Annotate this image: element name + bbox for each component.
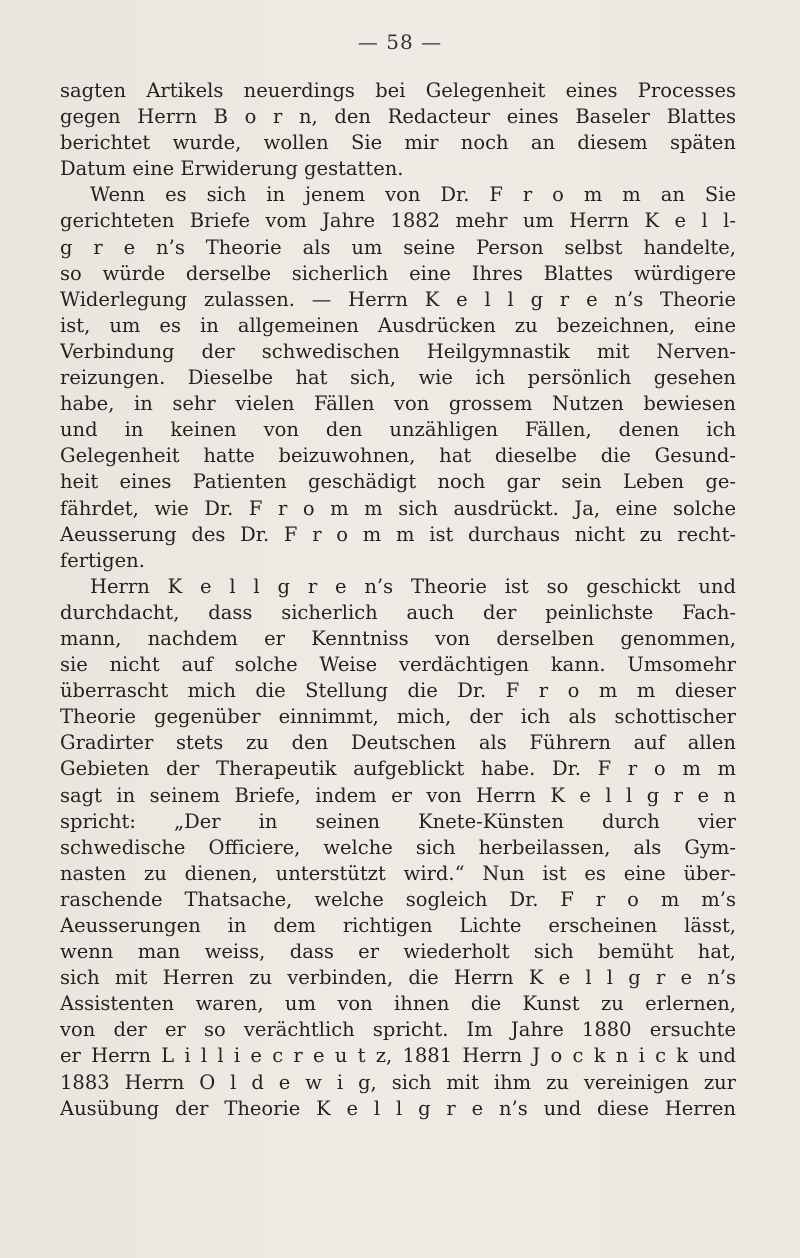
- text-line: überrascht mich die Stellung die Dr. F r o m m dieser: [60, 679, 736, 703]
- text-line: von der er so verächtlich spricht. Im Jahre 1880 ersuchte: [60, 1018, 736, 1042]
- body-text: [60, 78, 736, 1122]
- text-line: raschende Thatsache, welche sogleich Dr. F r o m m’s: [60, 887, 736, 911]
- text-line: ist, um es in allgemeinen Ausdrücken zu bezeichnen, eine: [60, 313, 736, 337]
- text-line: Assistenten waren, um von ihnen die Kunst zu erlernen,: [60, 992, 736, 1016]
- text-line: Herrn K e l l g r e n’s Theorie ist so geschickt und: [90, 574, 736, 598]
- text-line: 1883 Herrn O l d e w i g, sich mit ihm zu vereinigen zur: [60, 1070, 736, 1094]
- text-line: sie nicht auf solche Weise verdächtigen kann. Umsomehr: [60, 653, 736, 677]
- text-line: sagt in seinem Briefe, indem er von Herrn K e l l g r e n: [60, 783, 736, 807]
- text-line: g r e n’s Theorie als um seine Person selbst handelte,: [60, 235, 736, 259]
- text-line: durchdacht, dass sicherlich auch der peinlichste Fach-: [60, 600, 736, 624]
- text-line: fertigen.: [60, 548, 145, 572]
- text-line: mann, nachdem er Kenntniss von derselben genommen,: [60, 626, 736, 650]
- text-line: gerichteten Briefe vom Jahre 1882 mehr um Herrn K e l l-: [60, 209, 736, 233]
- text-line: heit eines Patienten geschädigt noch gar sein Leben ge-: [60, 470, 736, 494]
- page-number: — 58 —: [357, 30, 443, 54]
- text-line: Widerlegung zulassen. — Herrn K e l l g r e n’s Theorie: [60, 287, 736, 311]
- text-line: so würde derselbe sicherlich eine Ihres Blattes würdigere: [60, 261, 736, 285]
- text-line: habe, in sehr vielen Fällen von grossem Nutzen bewiesen: [60, 392, 736, 416]
- text-line: spricht: „Der in seinen Knete-Künsten durch vier: [60, 809, 736, 833]
- text-line: Gelegenheit hatte beizuwohnen, hat dieselbe die Gesund-: [60, 444, 736, 468]
- text-line: sagten Artikels neuerdings bei Gelegenheit eines Processes: [60, 79, 736, 102]
- text-line: wenn man weiss, dass er wiederholt sich bemüht hat,: [60, 940, 736, 964]
- text-line: Wenn es sich in jenem von Dr. F r o m m an Sie: [90, 183, 736, 207]
- text-line: fährdet, wie Dr. F r o m m sich ausdrückt. Ja, eine solche: [60, 496, 736, 520]
- text-line: und in keinen von den unzähligen Fällen, denen ich: [60, 418, 736, 442]
- text-line: reizungen. Dieselbe hat sich, wie ich persönlich gesehen: [60, 366, 736, 390]
- text-line: Theorie gegenüber einnimmt, mich, der ich als schottischer: [60, 705, 736, 729]
- text-line: Ausübung der Theorie K e l l g r e n’s und diese Herren: [60, 1096, 736, 1120]
- text-line: gegen Herrn B o r n, den Redacteur eines Baseler Blattes: [60, 105, 736, 129]
- text-line: Aeusserungen in dem richtigen Lichte erscheinen lässt,: [60, 914, 736, 937]
- text-line: berichtet wurde, wollen Sie mir noch an diesem späten: [60, 131, 736, 155]
- text-line: sich mit Herren zu verbinden, die Herrn K e l l g r e n’s: [60, 966, 736, 990]
- text-line: nasten zu dienen, unterstützt wird.“ Nun ist es eine über-: [60, 861, 736, 885]
- text-line: Gradirter stets zu den Deutschen als Führern auf allen: [60, 731, 736, 755]
- text-line: Datum eine Erwiderung gestatten.: [60, 157, 404, 181]
- text-line: Aeusserung des Dr. F r o m m ist durchaus nicht zu recht-: [60, 522, 736, 546]
- text-line: er Herrn L i l l i e c r e u t z, 1881 Herrn J o c k n i c k und: [60, 1044, 736, 1068]
- text-line: Gebieten der Therapeutik aufgeblickt habe. Dr. F r o m m: [60, 757, 736, 781]
- text-line: Verbindung der schwedischen Heilgymnastik mit Nerven-: [60, 339, 736, 363]
- text-line: schwedische Officiere, welche sich herbeilassen, als Gym-: [60, 835, 736, 859]
